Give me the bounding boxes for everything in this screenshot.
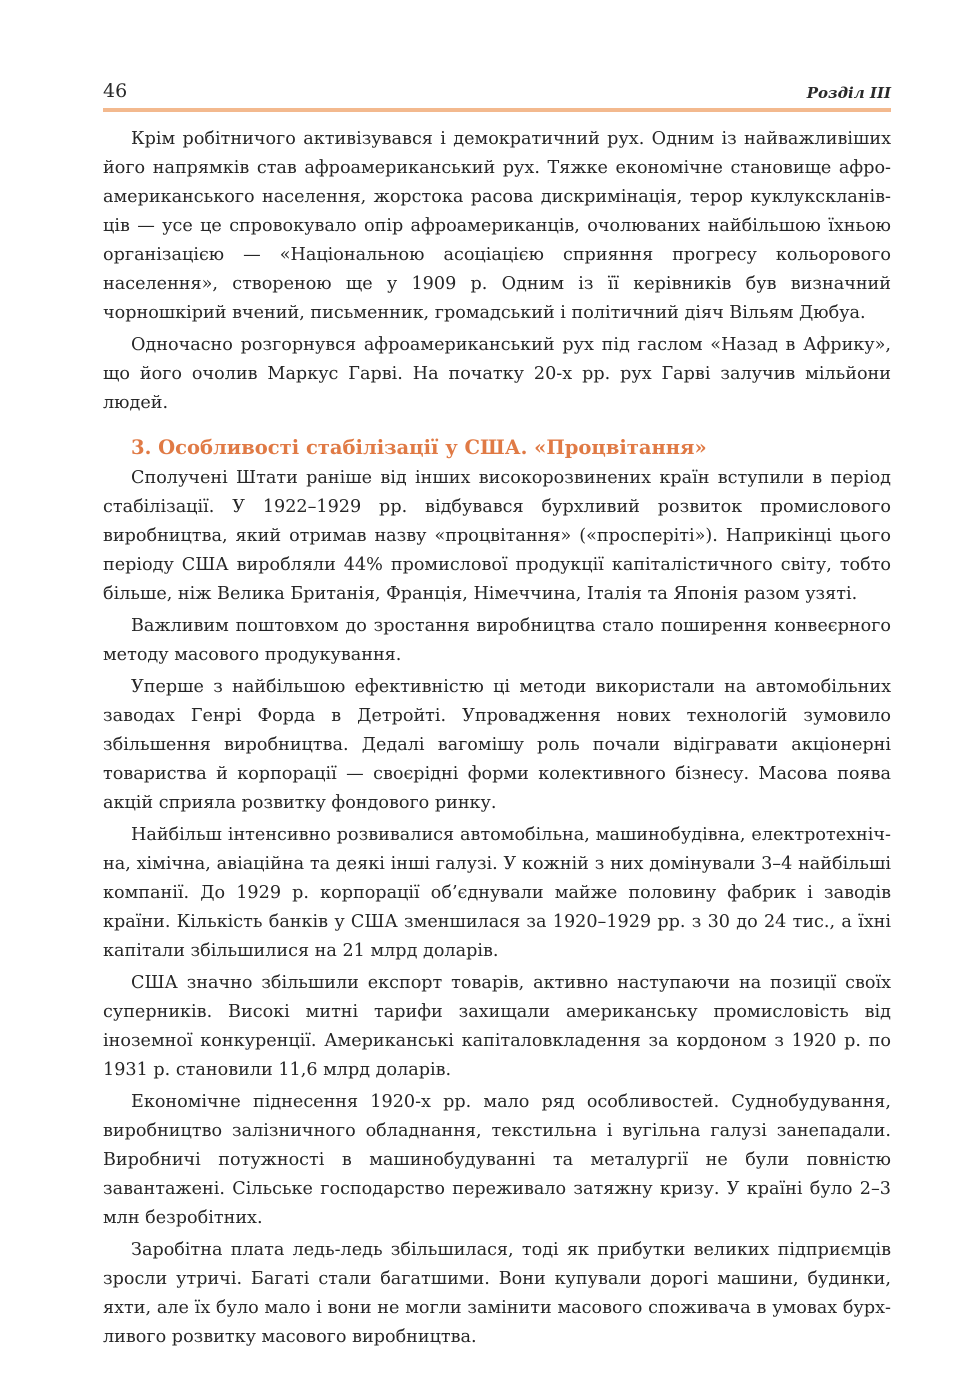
page-number: 46 (103, 80, 128, 102)
paragraph: Найбільш інтенсивно розвивалися автомобільна, машинобудівна, електротехнічна, хімічна, авіаційна та деякі інші галузі. У кожній з них домінували 3–4 найбільші компанії. До 1929 р. корпорації об’єднували майже половину фабрик і заводів країни. Кількість банків у США зменшилася за 1920–1929 рр. з 30 до 24 тис., а їхні капітали збільшилися на 21 млрд доларів. (103, 825, 891, 961)
paragraph: Уперше з найбільшою ефективністю ці методи використали на автомобільних заводах Генрі Форда в Детройті. Упровадження нових технологій зумовило збільшення виробництва. Дедалі вагомішу роль почали відігравати акціонерні товариства й корпорації — своєрідні форми колективного бізнесу. Масова поява акцій сприяла розвитку фондового ринку. (103, 677, 891, 813)
body-text (103, 125, 891, 1352)
paragraph: Сполучені Штати раніше від інших високорозвинених країн вступили в період стабілізації. У 1922–1929 рр. відбувався бурхливий розвиток промислового виробництва, який отримав назву «процвітання» («просперіті»). Наприкінці цього періоду США виробляли 44% промислової продукції капіталістичного світу, тобто більше, ніж Велика Британія, Франція, Німеччина, Італія та Японія разом узяті. (103, 468, 891, 604)
section-heading: 3. Особливості стабілізації у США. «Процвітання» (131, 436, 707, 459)
page-header (103, 78, 891, 112)
section-label: Розділ III (806, 84, 891, 102)
paragraph: Важливим поштовхом до зростання виробництва стало поширення конвеєрного методу масового продукування. (103, 616, 891, 665)
paragraph: Крім робітничого активізувався і демократичний рух. Одним із найважливіших його напрямків став афроамериканський рух. Тяжке економічне становище афроамериканського населення, жорстока расова дискримінація, терор куклукскланівців — усе це спровокувало опір афроамериканців, очолюваних найбільшою їхньою організацією — «Національною асоціацією сприяння прогресу кольорового населення», створеною ще у 1909 р. Одним із її керівників був визначний чорношкірий вчений, письменник, громадський і політичний діяч Вільям Дюбуа. (103, 129, 891, 323)
paragraph: США значно збільшили експорт товарів, активно наступаючи на позиції своїх суперників. Високі митні тарифи захищали американську промисловість від іноземної конкуренції. Американські капіталовкладення за кордоном з 1920 р. по 1931 р. становили 11,6 млрд доларів. (103, 973, 891, 1080)
paragraph: Заробітна плата ледь-ледь збільшилася, тоді як прибутки великих підприємців зросли утричі. Багаті стали багатшими. Вони купували дорогі машини, будинки, яхти, але їх було мало і вони не могли замінити масового споживача в умовах бурхливого розвитку масового виробництва. (103, 1240, 891, 1347)
paragraph: Економічне піднесення 1920-х рр. мало ряд особливостей. Суднобудування, виробництво залізничного обладнання, текстильна і вугільна галузі занепадали. Виробничі потужності в машинобудуванні та металургії не були повністю завантажені. Сільське господарство переживало затяжну кризу. У країні було 2–3 млн безробітних. (103, 1092, 891, 1228)
paragraph: Одночасно розгорнувся афроамериканський рух під гаслом «Назад в Африку», що його очолив Маркус Гарві. На початку 20-х рр. рух Гарві залучив мільйони людей. (103, 335, 891, 413)
